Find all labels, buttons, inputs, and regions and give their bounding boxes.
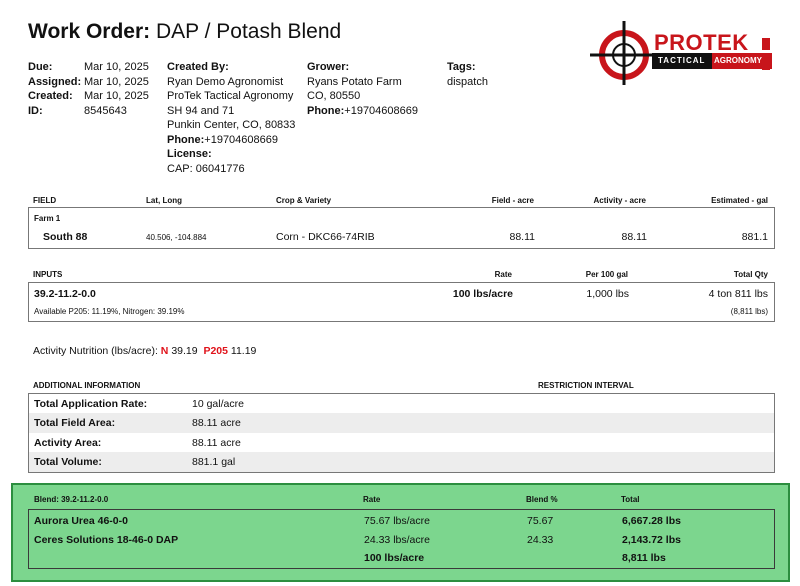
blend-sum-rate: 100 lbs/acre [364,552,425,564]
license-label: License: [167,148,212,160]
additional-label: Total Volume: [34,456,102,468]
additional-value: 881.1 gal [192,456,236,468]
field-acre-header: Field - acre [491,196,534,205]
rate-header: Rate [494,270,512,279]
blend-product-pct: 75.67 [527,515,554,527]
logo-brand: PROTEK [654,30,749,55]
additional-table [28,393,775,473]
additional-value: 88.11 acre [192,417,241,429]
created-by-phone-label: Phone: [167,133,205,146]
additional-value: 10 gal/acre [192,398,244,410]
additional-row [29,452,774,472]
due-value: Mar 10, 2025 [84,61,149,73]
created-label: Created: [28,90,73,102]
created-by-phone: +19704608669 [204,133,278,146]
created-by-line: Punkin Center, CO, 80833 [167,119,296,131]
input-total: 4 ton 811 lbs [708,288,768,300]
input-per100: 1,000 lbs [586,288,629,300]
additional-row [29,394,774,413]
field-latlong: 40.506, -104.884 [146,233,207,242]
blend-product-rate: 24.33 lbs/acre [364,534,430,546]
nitrogen-label: N [160,345,169,357]
protek-logo [588,20,778,86]
id-label: ID: [28,104,43,117]
crop-header: Crop & Variety [276,196,332,205]
activity-acre-value: 88.11 [621,231,647,243]
blend-product-name: Aurora Urea 46-0-0 [34,515,128,527]
latlong-header: Lat, Long [146,196,182,205]
logo-sub-right: AGRONOMY [714,56,762,65]
activity-acre-header: Activity - acre [593,196,646,205]
additional-row [29,433,774,452]
created-by-label: Created By: [167,61,229,73]
title-prefix: Work Order: [28,20,151,43]
due-label: Due: [28,61,53,73]
field-crop: Corn - DKC66-74RIB [276,231,375,243]
grower-phone: +19704608669 [344,104,418,117]
estimated-gal-header: Estimated - gal [711,196,768,205]
nitrogen-value: 39.19 [171,345,198,357]
dates-block [28,60,149,118]
field-acre-value: 88.11 [509,231,535,243]
created-by-line: SH 94 and 71 [167,104,235,117]
title-name: DAP / Potash Blend [155,20,342,43]
per100-header: Per 100 gal [585,270,628,279]
additional-value: 88.11 acre [192,437,241,449]
p205-label: P205 [203,345,228,357]
created-by-line: Ryan Demo Agronomist [167,75,284,88]
blend-product-total: 2,143.72 lbs [622,534,681,546]
input-total-lbs: (8,811 lbs) [730,307,768,316]
inputs-table [28,282,775,322]
additional-row [29,413,774,433]
input-available: Available P205: 11.19%, Nitrogen: 39.19% [34,307,185,316]
activity-nutrition [33,345,256,357]
grower-line: CO, 80550 [307,90,361,102]
blend-header: Blend: 39.2-11.2-0.0 [34,495,109,504]
field-name: South 88 [43,231,88,243]
input-rate: 100 lbs/acre [452,288,513,300]
farm-name: Farm 1 [34,214,61,223]
blend-pct-header: Blend % [526,495,558,504]
blend-table [28,509,775,569]
logo-sub-left: TACTICAL [658,56,706,65]
page-title [28,20,341,44]
id-value: 8545643 [84,104,127,117]
tags-value: dispatch [447,75,488,88]
additional-label: Total Field Area: [34,417,116,429]
created-by-block [167,60,295,176]
blend-product-total: 6,667.28 lbs [622,515,681,527]
inputs-header: INPUTS [33,270,63,279]
assigned-value: Mar 10, 2025 [84,75,149,88]
blend-product-pct: 24.33 [527,534,554,546]
blend-rate-header: Rate [363,495,381,504]
field-header: FIELD [33,196,57,205]
additional-label: Total Application Rate: [34,398,148,410]
input-name: 39.2-11.2-0.0 [34,288,96,300]
estimated-gal-value: 881.1 [741,231,768,243]
field-table [28,207,775,249]
blend-product-rate: 75.67 lbs/acre [364,515,430,527]
blend-product-name: Ceres Solutions 18-46-0 DAP [34,534,179,546]
created-value: Mar 10, 2025 [84,90,149,102]
tags-block [447,60,488,89]
blend-section [11,483,790,582]
grower-line: Ryans Potato Farm [307,75,402,88]
assigned-label: Assigned: [28,75,82,88]
nutrition-label: Activity Nutrition (lbs/acre): [33,345,158,357]
blend-sum-total: 8,811 lbs [622,552,666,564]
total-qty-header: Total Qty [733,270,768,279]
additional-header: ADDITIONAL INFORMATION [33,381,141,390]
grower-phone-label: Phone: [307,104,345,117]
created-by-line: ProTek Tactical Agronomy [167,90,294,102]
grower-label: Grower: [307,61,350,73]
tags-label: Tags: [447,61,476,73]
additional-label: Activity Area: [34,437,102,449]
license-value: CAP: 06041776 [167,162,245,175]
blend-total-header: Total [621,495,640,504]
grower-block [307,60,418,118]
restriction-header: RESTRICTION INTERVAL [538,381,634,390]
p205-value: 11.19 [230,345,257,357]
